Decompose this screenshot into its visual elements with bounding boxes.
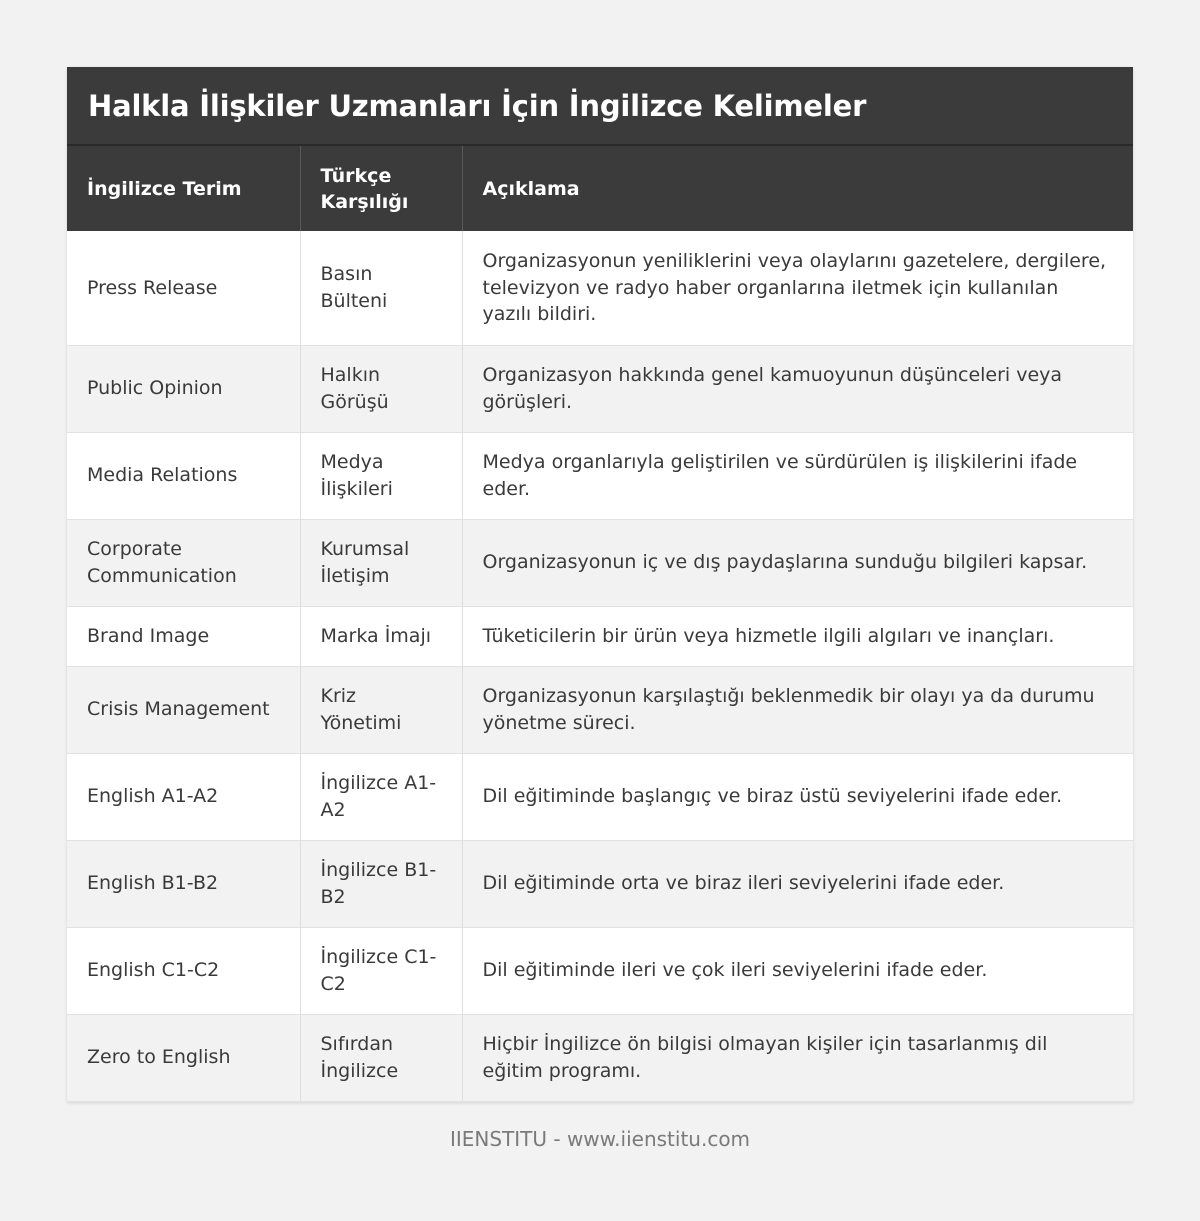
table-title: Halkla İlişkiler Uzmanları İçin İngilizce Kelimeler bbox=[67, 67, 1133, 144]
term-cell: Media Relations bbox=[67, 432, 300, 519]
term-cell: Press Release bbox=[67, 231, 300, 345]
table-row bbox=[67, 753, 1133, 840]
turkish-cell: Kurumsal İletişim bbox=[300, 519, 462, 606]
footer-credit: IIENSTITU - www.iienstitu.com bbox=[449, 1127, 751, 1151]
column-header-turkish-equivalent: Türkçe Karşılığı bbox=[300, 145, 462, 231]
turkish-cell: Medya İlişkileri bbox=[300, 432, 462, 519]
table-row bbox=[67, 666, 1133, 753]
vocabulary-table bbox=[67, 144, 1133, 1102]
term-cell: English B1-B2 bbox=[67, 840, 300, 927]
term-cell: English C1-C2 bbox=[67, 927, 300, 1014]
turkish-cell: İngilizce B1-B2 bbox=[300, 840, 462, 927]
turkish-cell: Marka İmajı bbox=[300, 606, 462, 666]
description-cell: Organizasyonun karşılaştığı beklenmedik bir olayı ya da durumu yönetme süreci. bbox=[462, 666, 1133, 753]
turkish-cell: Kriz Yönetimi bbox=[300, 666, 462, 753]
column-header-english-term: İngilizce Terim bbox=[67, 145, 300, 231]
turkish-cell: Basın Bülteni bbox=[300, 231, 462, 345]
table-row bbox=[67, 606, 1133, 666]
vocabulary-table-card bbox=[67, 67, 1133, 1102]
column-header-description: Açıklama bbox=[462, 145, 1133, 231]
term-cell: English A1-A2 bbox=[67, 753, 300, 840]
table-row bbox=[67, 927, 1133, 1014]
description-cell: Organizasyon hakkında genel kamuoyunun düşünceleri veya görüşleri. bbox=[462, 345, 1133, 432]
description-cell: Medya organlarıyla geliştirilen ve sürdürülen iş ilişkilerini ifade eder. bbox=[462, 432, 1133, 519]
term-cell: Brand Image bbox=[67, 606, 300, 666]
table-header-row bbox=[67, 145, 1133, 231]
table-row bbox=[67, 432, 1133, 519]
term-cell: Zero to English bbox=[67, 1014, 300, 1101]
description-cell: Dil eğitiminde başlangıç ve biraz üstü seviyelerini ifade eder. bbox=[462, 753, 1133, 840]
turkish-cell: İngilizce C1-C2 bbox=[300, 927, 462, 1014]
description-cell: Tüketicilerin bir ürün veya hizmetle ilgili algıları ve inançları. bbox=[462, 606, 1133, 666]
table-row bbox=[67, 840, 1133, 927]
term-cell: Corporate Communication bbox=[67, 519, 300, 606]
description-cell: Hiçbir İngilizce ön bilgisi olmayan kişiler için tasarlanmış dil eğitim programı. bbox=[462, 1014, 1133, 1101]
table-row bbox=[67, 519, 1133, 606]
turkish-cell: Sıfırdan İngilizce bbox=[300, 1014, 462, 1101]
table-row bbox=[67, 345, 1133, 432]
turkish-cell: Halkın Görüşü bbox=[300, 345, 462, 432]
description-cell: Dil eğitiminde ileri ve çok ileri seviyelerini ifade eder. bbox=[462, 927, 1133, 1014]
description-cell: Dil eğitiminde orta ve biraz ileri seviyelerini ifade eder. bbox=[462, 840, 1133, 927]
table-row bbox=[67, 1014, 1133, 1101]
term-cell: Public Opinion bbox=[67, 345, 300, 432]
description-cell: Organizasyonun iç ve dış paydaşlarına sunduğu bilgileri kapsar. bbox=[462, 519, 1133, 606]
turkish-cell: İngilizce A1-A2 bbox=[300, 753, 462, 840]
description-cell: Organizasyonun yeniliklerini veya olaylarını gazetelere, dergilere, televizyon ve radyo haber organlarına iletmek için kullanılan yazılı bildiri. bbox=[462, 231, 1133, 345]
term-cell: Crisis Management bbox=[67, 666, 300, 753]
table-row bbox=[67, 231, 1133, 345]
